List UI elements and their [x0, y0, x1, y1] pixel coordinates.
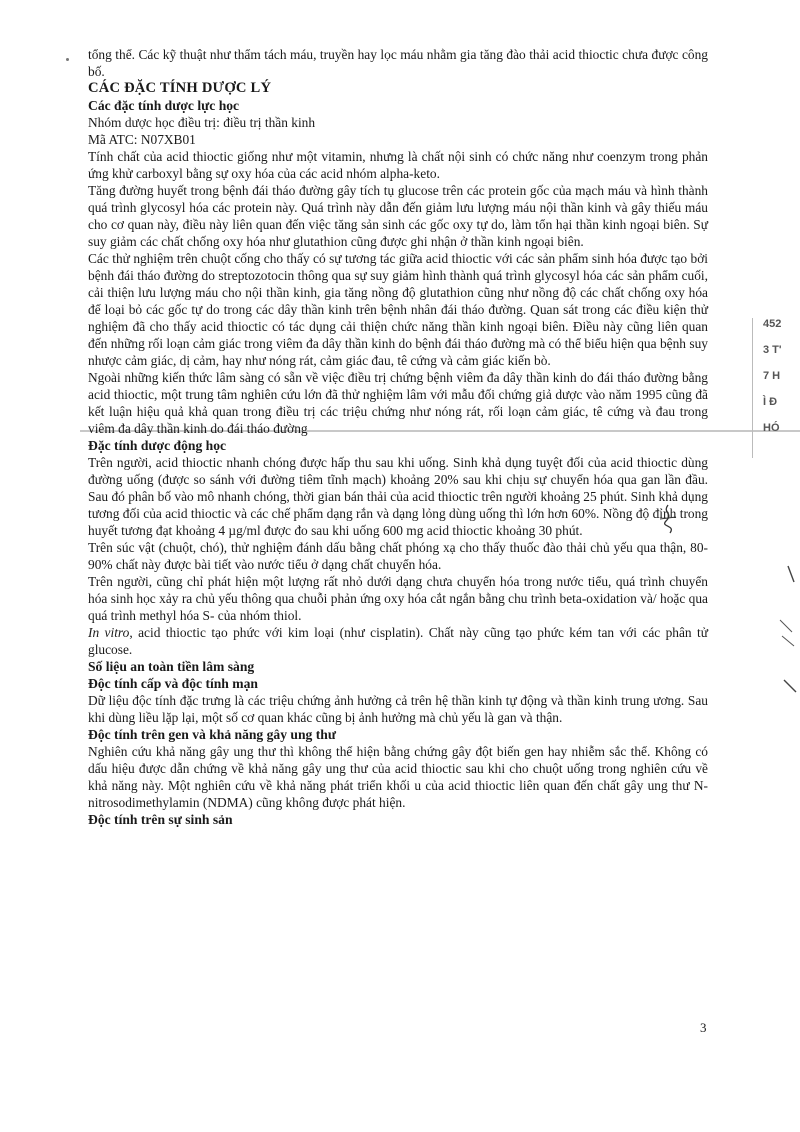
edge-mark-1: 452 — [763, 318, 782, 330]
edge-mark-2: 3 T' — [763, 344, 782, 356]
document-page — [88, 46, 708, 828]
pk-paragraph-3: Trên người, cũng chỉ phát hiện một lượng rất nhỏ dưới dạng chưa chuyển hóa trong nước tiểu, quá trình chuyển hóa sinh học xảy ra chủ yếu thông qua chuỗi phản ứng oxy hóa cắt ngắn bằng chu trình beta-oxidation và/ hoặc qua quá trình methyl hóa S- của nhóm thiol. — [88, 574, 708, 623]
subheading-genotoxicity: Độc tính trên gen và khả năng gây ung thư — [88, 727, 336, 742]
edge-mark-5: HÓ — [763, 422, 780, 434]
subheading-acute-toxicity: Độc tính cấp và độc tính mạn — [88, 676, 258, 691]
pk-paragraph-1: Trên người, acid thioctic nhanh chóng được hấp thu sau khi uống. Sinh khả dụng tuyệt đối của acid thioctic dùng đường uống (được so sánh với đường tiêm tĩnh mạch) khoảng 20% sau khi chịu sự chuyển hóa qua gan lần đầu. Sau đó phân bố vào mô nhanh chóng, thời gian bán thải của acid thioctic trên người khoảng 25 phút. Sinh khả dụng tương đối của acid thioctic và các chế phẩm dạng rắn và dạng lỏng dùng uống thì lớn hơn 60%. Nồng độ đỉnh trong huyết tương đạt khoảng 4 µg/ml được đo sau khi uống 600 mg acid thioctic khoảng 30 phút. — [88, 455, 708, 538]
edge-mark-3: 7 H — [763, 370, 781, 382]
pk-paragraph-2: Trên súc vật (chuột, chó), thử nghiệm đánh dấu bằng chất phóng xạ cho thấy thuốc đào thải chủ yếu qua thận, 80-90% chất này được bài tiết vào nước tiểu ở dạng chất chuyển hóa. — [88, 540, 708, 572]
edge-scribble-marks — [752, 560, 800, 710]
page-number: 3 — [700, 1020, 707, 1035]
intro-paragraph: tổng thể. Các kỹ thuật như thẩm tách máu, truyền hay lọc máu nhằm gia tăng đào thải acid thioctic chưa được công bố. — [88, 47, 708, 79]
acute-toxicity-paragraph: Dữ liệu độc tính đặc trưng là các triệu chứng ảnh hưởng cả trên hệ thần kinh tự động và thần kinh trung ương. Sau khi dùng liều lặp lại, một số cơ quan khác cũng bị ảnh hưởng mà chủ yếu là gan và thận. — [88, 693, 708, 725]
pk-paragraph-4-text: , acid thioctic tạo phức với kim loại (như cisplatin). Chất này cũng tạo phức kém tan với các phân tử glucose. — [88, 625, 708, 657]
pd-paragraph-3: Các thử nghiệm trên chuột cống cho thấy có sự tương tác giữa acid thioctic với các sản phẩm sinh hóa được tạo bởi bệnh đái tháo đường do streptozotocin thông qua sự suy giảm hình thành quá trình glycosyl hóa các sản phẩm cuối, cải thiện lưu lượng máu cho nội thần kinh, gia tăng nồng độ glutathion cũng như nồng độ các chất chống oxy hóa để loại bỏ các gốc tự do trong các dây thần kinh trên bệnh nhân đái tháo đường. Quan sát trong các điều kiện thử nghiệm đã cho thấy acid thioctic có tác dụng cải thiện chức năng thần kinh ngoại biên. Điều này cũng liên quan đến những rối loạn cảm giác trong viêm đa dây thần kinh do bệnh đái tháo đường mà có thể biểu hiện qua bệnh suy nhược cảm giác, dị cảm, hay như nóng rát, cảm giác đau, tê cứng và cảm giác kiến bò. — [88, 251, 708, 368]
therapeutic-group: Nhóm dược học điều trị: điều trị thần kinh — [88, 115, 316, 130]
pd-paragraph-2: Tăng đường huyết trong bệnh đái tháo đường gây tích tụ glucose trên các protein gốc của mạch máu và hình thành quá trình glycosyl hóa các protein này. Quá trình này dẫn đến giảm lưu lượng máu nội thần kinh và gây thiếu máu cho cơ quan này, điều này liên quan đến việc tăng sản sinh các gốc oxy tự do, làm tổn hại thần kinh ngoại biên. Sự suy giảm các chất chống oxy hóa như glutathion cũng được ghi nhận ở thần kinh ngoại biên. — [88, 183, 708, 249]
edge-mark-4: Ì Đ — [763, 396, 778, 408]
subheading-pharmacodynamics: Các đặc tính dược lực học — [88, 98, 240, 113]
subheading-preclinical-safety: Số liệu an toàn tiền lâm sàng — [88, 659, 255, 674]
edge-stamp-fragment — [752, 318, 800, 458]
in-vitro-italic: In vitro — [88, 625, 130, 640]
signature-mark — [654, 503, 682, 537]
pd-paragraph-4: Ngoài những kiến thức lâm sàng có sẵn về việc điều trị chứng bệnh viêm đa dây thần kinh do đái tháo đường bằng acid thioctic, một trung tâm nghiên cứu lớn đã thử nghiệm lâm với mẫu đối chứng giả dược vào năm 1995 cũng đã kết luận hiệu quả khả quan trong điều trị các triệu chứng như nóng rát, rối loạn cảm giác, tê cứng và đau trong viêm đa dây thần kinh do đái tháo đường — [88, 370, 708, 436]
atc-code: Mã ATC: N07XB01 — [88, 132, 196, 147]
pd-paragraph-1: Tính chất của acid thioctic giống như một vitamin, nhưng là chất nội sinh có chức năng như coenzym trong phản ứng khử carboxyl bằng sự oxy hóa của các acid nhóm alpha-keto. — [88, 149, 708, 181]
genotoxicity-paragraph: Nghiên cứu khả năng gây ung thư thì không thể hiện bằng chứng gây đột biến gen hay nhiễm sắc thể. Không có dấu hiệu được dẫn chứng về khả năng gây ung thư của acid thioctic sau khi cho chuột uống trong nghiên cứu về khả năng này. Một nghiên cứu về khả năng phát triển khối u của acid thioctic liên quan đến chất gây ung thư N-nitrosodimethylamin (NDMA) cũng không được phát hiện. — [88, 744, 708, 810]
subheading-pharmacokinetics: Đặc tính dược động học — [88, 438, 227, 453]
speck-mark — [66, 58, 69, 61]
section-heading-pharmacology: CÁC ĐẶC TÍNH DƯỢC LÝ — [88, 80, 272, 96]
pk-paragraph-4 — [88, 624, 708, 658]
subheading-reproductive-toxicity: Độc tính trên sự sinh sản — [88, 812, 233, 827]
